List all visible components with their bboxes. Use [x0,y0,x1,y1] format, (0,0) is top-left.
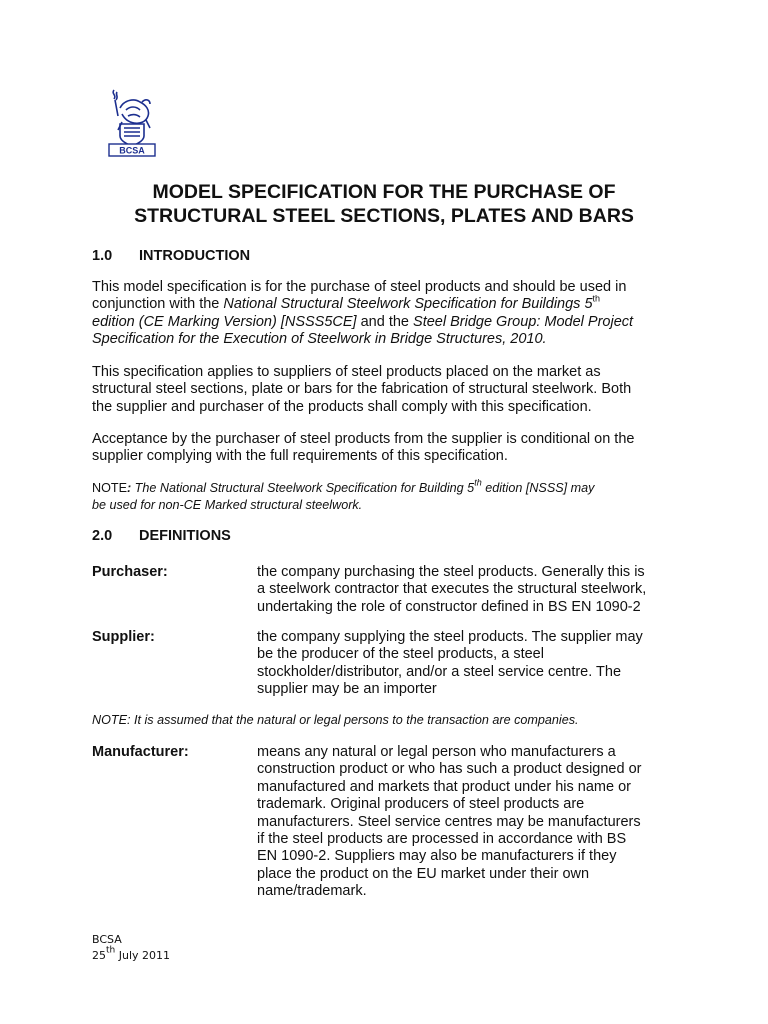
page-footer [92,932,170,964]
footer-date-rest: July 2011 [115,949,171,962]
sbg-reference: Steel Bridge Group: Model Project [413,313,634,330]
definition-term-supplier: Supplier: [92,629,155,645]
section-2-number: 2.0 [92,528,113,544]
note-text: The National Structural Steelwork Specification for Building 5 [131,481,475,495]
definition-line: be the producer of the steel products, a steel [257,646,544,663]
nsss-reference-cont: edition (CE Marking Version) [NSSS5CE] [92,313,357,330]
definition-line: construction product or who has such a product designed or [257,761,642,778]
intro-p3-line-2: supplier complying with the full requirements of this specification. [92,448,508,465]
logo-text: BCSA [119,145,145,156]
note-text-cont: edition [NSSS] may [481,481,595,495]
bcsa-logo [106,86,158,158]
definition-line: the company purchasing the steel products. Generally this is [257,564,645,580]
title-line-1: MODEL SPECIFICATION FOR THE PURCHASE OF [152,181,616,203]
intro-p1-text: and the [356,313,414,330]
definitions-note [92,712,732,729]
footer-date-day: 25 [92,949,106,962]
intro-note-line-2: be used for non-CE Marked structural steelwork. [92,498,363,513]
intro-p2-line-2: structural steel sections, plate or bars for the fabrication of structural steelwork. Both [92,381,632,398]
intro-paragraph-3 [92,431,692,466]
superscript: th [474,477,482,488]
superscript: th [592,294,601,305]
definition-body-supplier [257,629,697,699]
title-line-2: STRUCTURAL STEEL SECTIONS, PLATES AND BARS [134,205,634,227]
note-label: NOTE [92,481,127,495]
definition-line: EN 1090-2. Suppliers may also be manufacturers if they [257,848,617,865]
definition-line: manufacturers. Steel service centres may be manufacturers [257,813,641,830]
intro-note-line-1 [92,477,692,497]
definition-term-purchaser: Purchaser: [92,564,168,580]
intro-p3-line-1: Acceptance by the purchaser of steel products from the supplier is conditional on the [92,431,635,447]
definitions-note-text: NOTE: It is assumed that the natural or legal persons to the transaction are companies. [92,713,579,727]
definition-body-manufacturer [257,744,697,901]
nsss-reference: National Structural Steelwork Specification for Buildings 5 [223,296,593,313]
definition-line: undertaking the role of constructor defined in BS EN 1090-2 [257,598,641,615]
definition-line: a steelwork contractor that executes the structural steelwork, [257,581,647,598]
intro-p1-line-3 [92,314,692,331]
sbg-reference-cont: Specification for the Execution of Steelwork in Bridge Structures, 2010. [92,331,547,348]
intro-paragraph-2 [92,364,692,416]
intro-p1-line-1: This model specification is for the purchase of steel products and should be used in [92,279,627,295]
definition-line: name/trademark. [257,883,367,900]
section-1-title: INTRODUCTION [139,248,251,264]
section-1-heading [92,248,250,264]
definition-line: manufactured and markets that product under his name or [257,778,631,795]
definition-line: supplier may be an importer [257,681,437,698]
definition-line: means any natural or legal person who manufacturers a [257,744,616,760]
intro-p1-text: conjunction with the [92,296,224,313]
superscript: th [106,945,116,956]
definition-line: the company supplying the steel products. The supplier may [257,629,643,645]
intro-note [92,477,692,515]
definition-line: place the product on the EU market under their own [257,865,590,882]
document-title [60,180,708,228]
note-colon: : [126,481,132,495]
intro-p2-line-1: This specification applies to suppliers of steel products placed on the market as [92,364,601,380]
section-1-number: 1.0 [92,248,113,264]
definition-line: if the steel products are processed in accordance with BS [257,831,627,848]
footer-date [92,945,171,964]
intro-paragraph-1 [92,279,692,349]
section-2-heading [92,528,231,544]
definition-body-purchaser [257,564,697,616]
intro-p2-line-3: the supplier and purchaser of the products shall comply with this specification. [92,398,592,415]
intro-p1-line-2 [92,296,692,313]
bcsa-crest-icon [106,86,158,158]
footer-org: BCSA [92,933,122,946]
definition-term-manufacturer: Manufacturer: [92,744,189,760]
definition-line: stockholder/distributor, and/or a steel service centre. The [257,663,622,680]
section-2-title: DEFINITIONS [139,528,231,544]
intro-p1-line-4 [92,331,692,348]
definition-line: trademark. Original producers of steel products are [257,796,585,813]
